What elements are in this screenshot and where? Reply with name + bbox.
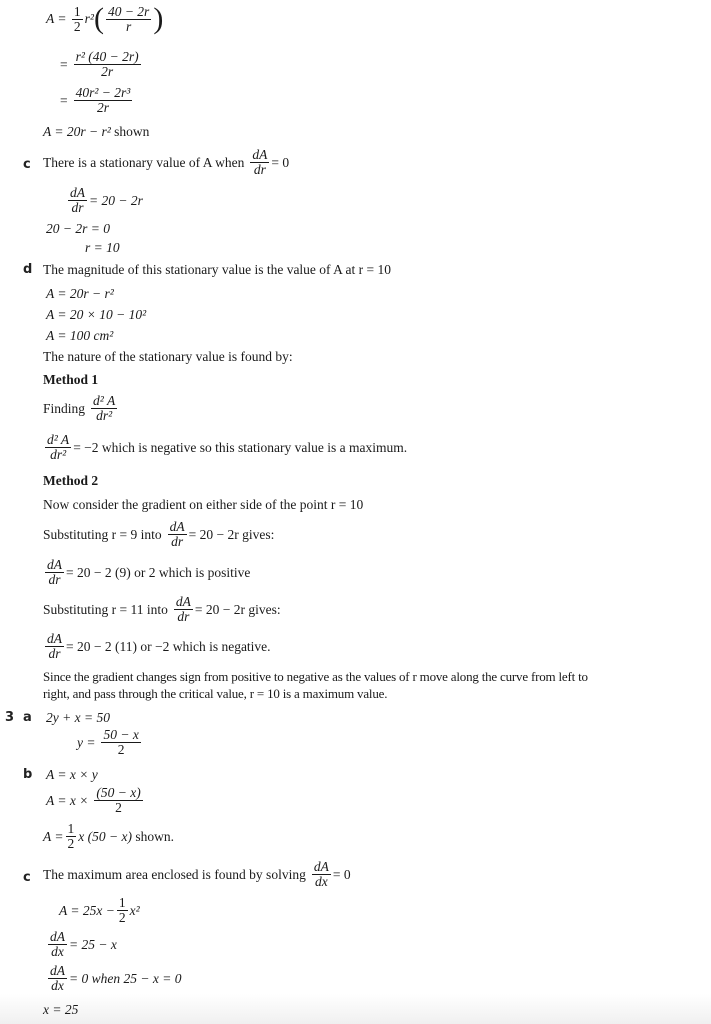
frac-num: 40 − 2r <box>107 3 150 19</box>
eq-3a-1: 2y + x = 50 <box>46 710 110 725</box>
fraction-dA-dr <box>45 558 64 587</box>
fraction-half <box>72 5 83 34</box>
frac-num: d² A <box>47 432 70 447</box>
substitution-r9 <box>43 520 274 549</box>
fraction-d2A-dr2 <box>45 433 71 462</box>
frac-den: dr <box>48 646 61 661</box>
eq-rhs: = 25 − x <box>69 936 117 952</box>
frac-num: dA <box>252 147 268 162</box>
eq-lhs: y = <box>77 734 96 750</box>
frac-num: d² A <box>93 393 116 408</box>
fraction <box>94 786 142 815</box>
frac-den: r <box>125 18 132 34</box>
eq-3c-1 <box>59 896 140 925</box>
paren-open: ( <box>93 2 104 35</box>
frac-num: dA <box>313 859 329 874</box>
result-text: = 20 − 2 (9) or 2 which is positive <box>66 564 251 580</box>
eq-d1: A = 20r − r² <box>46 286 114 301</box>
intro-text: The maximum area enclosed is found by solving <box>43 866 306 882</box>
eq-3c-4: x = 25 <box>43 1002 79 1017</box>
fraction <box>74 50 141 79</box>
eq-derivative <box>66 186 143 215</box>
fraction-dA-dr <box>68 186 87 215</box>
frac-den: dr <box>253 162 266 177</box>
fraction-dA-dx <box>312 860 331 889</box>
eq-lhs: A = <box>46 11 70 26</box>
eq-3c-2 <box>46 930 117 959</box>
eq-set-zero: 20 − 2r = 0 <box>46 221 110 236</box>
sub-post: = 20 − 2r gives: <box>194 601 281 617</box>
part-label-3c: c <box>23 870 31 885</box>
part-label-d: d <box>23 262 33 277</box>
fraction-dA-dr <box>174 595 193 624</box>
eq-text: shown. <box>131 828 174 844</box>
eq-3c-3 <box>46 964 181 993</box>
frac-num: dA <box>70 185 85 200</box>
eq-rhs: = 20 − 2r <box>89 192 143 208</box>
method2-intro: Now consider the gradient on either side of the point r = 10 <box>43 497 364 512</box>
fraction-dA-dr <box>168 520 187 549</box>
eq-area-step2 <box>60 50 143 79</box>
equals: = <box>60 92 68 108</box>
eq-lhs: A = x × <box>46 792 89 808</box>
result-text: = −2 which is negative so this stationary value is a maximum. <box>73 439 408 455</box>
eq-3b-1: A = x × y <box>46 767 98 782</box>
eq-math: A = 20r − r² <box>43 124 111 139</box>
eq-lhs: A = <box>43 828 64 844</box>
result-text: = 20 − 2 (11) or −2 which is negative. <box>66 638 271 654</box>
sub-pre: Substituting r = 9 into <box>43 526 162 542</box>
frac-den: 2 <box>67 836 75 851</box>
frac-den: dr <box>171 534 184 549</box>
eq-area-step3 <box>60 86 134 115</box>
fraction <box>74 86 133 115</box>
eq-d3: A = 100 cm² <box>46 328 114 343</box>
frac-num: 50 − x <box>103 727 139 742</box>
frac-den: dr² <box>50 447 67 462</box>
frac-den: dx <box>51 978 64 993</box>
frac-den: 2 <box>73 18 81 34</box>
part-c-intro <box>43 148 289 177</box>
fraction-dA-dx <box>48 964 67 993</box>
method2-heading <box>43 473 98 489</box>
part-d-intro: The magnitude of this stationary value is the value of A at r = 10 <box>43 262 392 277</box>
eq-text: shown <box>110 124 150 139</box>
substitution-r11 <box>43 595 281 624</box>
frac-num: r² (40 − 2r) <box>75 49 139 64</box>
frac-num: dA <box>169 519 185 534</box>
eq-rhs: = 0 when 25 − x = 0 <box>69 970 182 986</box>
intro-tail: = 0 <box>271 154 290 170</box>
part-3c-intro <box>43 860 351 889</box>
frac-num: dA <box>47 557 62 572</box>
eq-rhs: x² <box>129 902 140 918</box>
fraction-dA-dx <box>48 930 67 959</box>
paren-close: ) <box>153 2 164 35</box>
eq-r-value: r = 10 <box>85 240 120 255</box>
result-r9 <box>43 558 250 587</box>
frac-num: dA <box>50 929 65 944</box>
fraction-dA-dr <box>45 632 64 661</box>
finding-second-derivative <box>43 394 119 423</box>
eq-3b-2 <box>46 786 145 815</box>
frac-num: 40r² − 2r³ <box>75 85 131 100</box>
frac-den: dr² <box>96 408 113 423</box>
eq-lhs: A = 25x − <box>59 902 115 918</box>
method1-heading <box>43 372 98 388</box>
intro-tail: = 0 <box>332 866 351 882</box>
frac-den: dr <box>71 200 84 215</box>
frac-den: 2r <box>96 100 109 115</box>
frac-num: 1 <box>67 821 75 836</box>
eq-area-substitution <box>46 4 163 34</box>
fraction-half <box>117 896 128 925</box>
part-label-c: c <box>23 157 31 172</box>
conclusion-line-2: right, and pass through the critical value, r = 10 is a maximum value. <box>43 686 388 701</box>
eq-d2: A = 20 × 10 − 10² <box>46 307 147 322</box>
equals: = <box>60 56 68 72</box>
frac-den: 2r <box>101 64 114 79</box>
intro-text: There is a stationary value of A when <box>43 154 245 170</box>
eq-area-shown <box>43 124 149 140</box>
frac-den: 2 <box>115 800 122 815</box>
fraction <box>101 728 140 757</box>
question-number-3: 3 <box>5 710 15 725</box>
bottom-fade <box>0 994 711 1024</box>
conclusion-line-1: Since the gradient changes sign from positive to negative as the values of r move along the curve from left to <box>43 669 588 684</box>
frac-den: dr <box>177 609 190 624</box>
frac-den: 2 <box>118 910 126 925</box>
part-label-3b: b <box>23 767 33 782</box>
frac-num: 1 <box>118 895 126 910</box>
heading-text: Method 2 <box>43 473 99 488</box>
r-squared: r² <box>84 11 94 26</box>
frac-den: dx <box>51 944 64 959</box>
frac-num: 1 <box>73 3 81 19</box>
frac-den: dr <box>48 572 61 587</box>
sub-pre: Substituting r = 11 into <box>43 601 168 617</box>
frac-den: 2 <box>117 742 125 757</box>
frac-num: dA <box>175 594 191 609</box>
sub-post: = 20 − 2r gives: <box>188 526 275 542</box>
nature-text: The nature of the stationary value is found by: <box>43 349 293 364</box>
frac-den: dx <box>314 874 328 889</box>
result-r11 <box>43 632 271 661</box>
fraction-half <box>66 822 77 851</box>
eq-3b-3 <box>43 822 174 851</box>
part-label-3a: a <box>23 710 32 725</box>
fraction-dA-dr <box>250 148 269 177</box>
frac-num: dA <box>50 963 65 978</box>
heading-text: Method 1 <box>43 372 99 387</box>
frac-num: (50 − x) <box>96 785 141 800</box>
eq-3a-2 <box>77 728 143 757</box>
finding-text: Finding <box>43 400 86 416</box>
fraction-d2A-dr2 <box>91 394 117 423</box>
second-derivative-result <box>43 433 407 462</box>
eq-rhs: x (50 − x) <box>78 828 132 844</box>
fraction-main <box>106 5 151 34</box>
frac-num: dA <box>47 631 62 646</box>
